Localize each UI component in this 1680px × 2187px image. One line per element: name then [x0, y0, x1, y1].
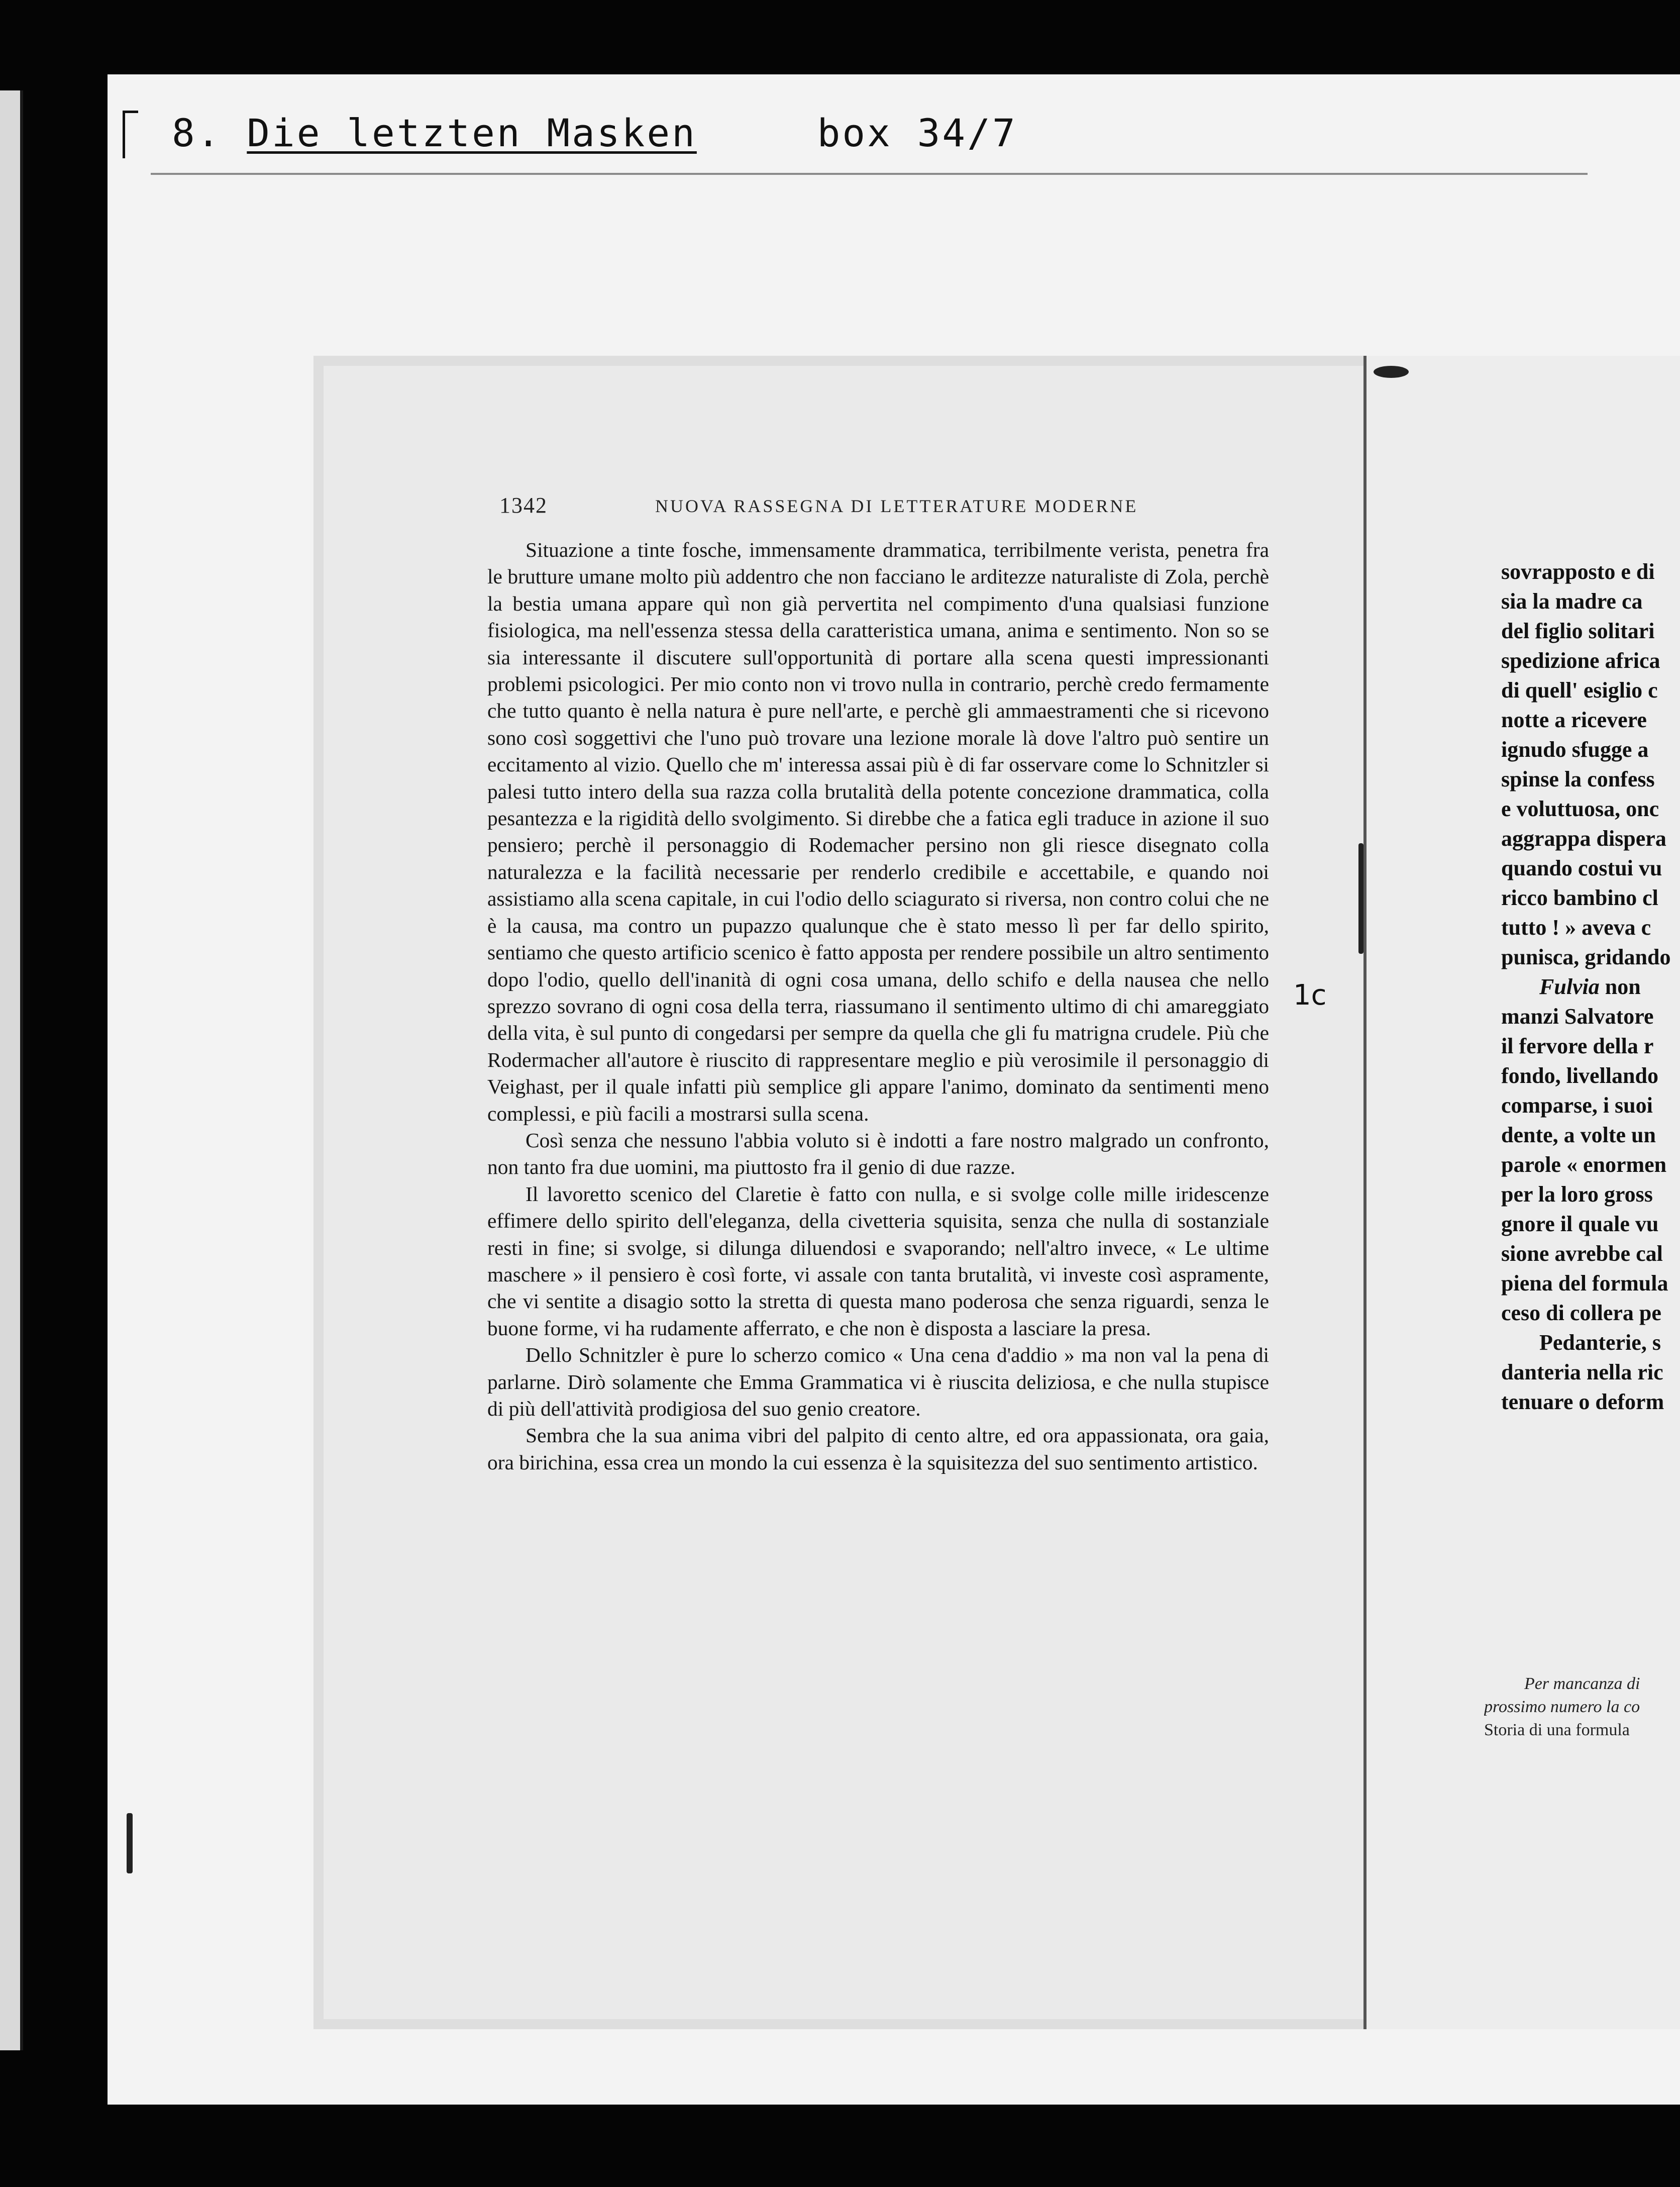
running-head — [499, 492, 1414, 518]
text-line: ceso di collera pe — [1501, 1301, 1661, 1325]
text-line: Pedanterie, s — [1539, 1330, 1661, 1355]
article-paragraph: Dello Schnitzler è pure lo scherzo comico « Una cena d'addio » ma non val la pena di parlarne. Dirò solamente che Emma Grammatica vi è riuscita deliziosa, e che nulla stupisce di più dell'attività prodigiosa del suo genio creatore. — [487, 1343, 1269, 1420]
article-paragraph: Situazione a tinte fosche, immensamente drammatica, terribilmente verista, penetra fra le brutture umane molto più addentro che non facciano le arditezze naturaliste di Zola, perchè la bestia umana appare quì non già pervertita nel compimento d'una qualsiasi funzione fisiologica, ma nell'essenza stessa della caratteristica umana, anima e sentimento. Non so se sia interessante il discutere sull'opportunità di portare alla scena questi impressionanti problemi psicologici. Per mio conto non vi trovo nulla in contrario, perchè credo fermamente che tutto quanto è nella natura è pure nell'arte, e perchè gli ammaestramenti che si ricevono sono così soggettivi che l'uno può trovare una lezione morale là dove l'altro può sentire un eccitamento al vizio. Quello che m' interessa assai più è di far osservare come lo Schnitzler si palesi tutto intero della sua razza colla brutalità della potente concezione drammatica, colla pesantezza e la rigidità dello svolgimento. Si direbbe che a fatica egli traduce in azione il suo pensiero; perchè il personaggio di Rodemacher persino non gli riesce disegnato colla naturalezza e la facilità necessarie per renderlo credibile e accettabile, e quando noi assistiamo alla scena capitale, in cui l'odio dello sciagurato si riversa, non contro colui che ne è la causa, ma contro un pupazzo qualunque che è stato messo lì per far dello spirito, sentiamo che questo artificio scenico è fatto apposta per rendere possibile un altro sentimento dopo l'odio, quello dell'inanità di ogni cosa umana, dello schifo e della nausea che nello sprezzo sovrano di ogni cosa della terra, riassumano il sentimento ultimo di chi amareggiato della vita, è sul punto di congedarsi per sempre da quella che gli fu matrigna crudele. Più che Rodermacher all'autore è riuscito di rappresentare meglio e più verosimile il personaggio di Veighast, per il quale infatti più semplice gli appare l'animo, dominato da sentimenti meno complessi, e più facili a mostrarsi sulla scena. — [487, 538, 1269, 1125]
text-line: spedizione africa — [1501, 648, 1660, 673]
text-line: tenuare o deform — [1501, 1389, 1664, 1414]
text-line: piena del formula — [1501, 1271, 1668, 1296]
adjacent-page-footnote — [1484, 1672, 1680, 1742]
text-line: dente, a volte un — [1501, 1123, 1656, 1147]
page-number: 1342 — [499, 493, 548, 518]
text-line: gnore il quale vu — [1501, 1212, 1659, 1236]
text-line: comparse, i suoi — [1501, 1093, 1653, 1118]
text-line: manzi Salvatore — [1501, 1004, 1654, 1029]
film-strip-edge — [0, 90, 23, 2050]
character-name: Fulvia — [1539, 974, 1600, 999]
text-line: e voluttuosa, onc — [1501, 797, 1659, 821]
footnote-line: Per mancanza di — [1524, 1674, 1640, 1693]
article-paragraph: Il lavoretto scenico del Claretie è fatto con nulla, e si svolge colle mille iridescenze effimere dello spirito dell'eleganza, della civetteria squisita, senza che nulla di sostanziale resti in fine; si svolge, si dilunga diluendosi e svaporando; nell'altro invece, « Le ultime maschere » il pensiero è così forte, vi assale con tanta brutalità, vi investe così aspramente, che vi sentite a disagio sotto la stretta di questa mano poderosa che senza riguardi, senza le buone forme, vi ha rudamente afferrato, e che non è disposta a lasciare la presa. — [487, 1182, 1269, 1340]
text-line: sia la madre ca — [1501, 589, 1643, 614]
text-line: punisca, gridando — [1501, 945, 1671, 969]
folder-number: 8. — [172, 111, 222, 155]
folder-header — [172, 111, 1017, 155]
scan-speck — [1358, 843, 1363, 954]
footnote-line: prossimo numero la co — [1484, 1698, 1640, 1716]
box-label: box 34/7 — [817, 111, 1017, 155]
text-line: spinse la confess — [1501, 767, 1655, 791]
text-line: quando costui vu — [1501, 856, 1662, 880]
archive-sheet — [108, 74, 1680, 2105]
corner-crop-mark — [123, 111, 138, 158]
text-line: ignudo sfugge a — [1501, 737, 1649, 762]
text-line: parole « enormen — [1501, 1152, 1667, 1177]
text-line: fondo, livellando — [1501, 1063, 1658, 1088]
text-line: aggrappa dispera — [1501, 826, 1666, 851]
footnote-line: Storia di una formula — [1484, 1721, 1630, 1739]
text-line: di quell' esiglio c — [1501, 678, 1658, 703]
article-paragraph: Sembra che la sua anima vibri del palpito di cento altre, ed ora appassionata, ora gaia, ora birichina, essa crea un mondo la cui essenza è la squisitezza del suo sentimento artistico. — [487, 1424, 1269, 1474]
adjacent-page-text — [1501, 557, 1680, 1417]
handwritten-margin-note: 1c — [1293, 979, 1327, 1012]
article-body — [487, 537, 1269, 1476]
journal-name: NUOVA RASSEGNA DI LETTERATURE MODERNE — [655, 496, 1138, 516]
header-rule — [151, 173, 1588, 175]
scan-speck — [1374, 366, 1409, 378]
folder-title: Die letzten Masken — [247, 111, 697, 155]
text-line: per la loro gross — [1501, 1182, 1653, 1207]
text-line: notte a ricevere — [1501, 708, 1647, 732]
text-line: tutto ! » aveva c — [1501, 915, 1651, 940]
text-line: del figlio solitari — [1501, 619, 1655, 643]
text-line: danteria nella ric — [1501, 1360, 1663, 1384]
text-line: ricco bambino cl — [1501, 885, 1658, 910]
article-paragraph: Così senza che nessuno l'abbia voluto si è indotti a fare nostro malgrado un confronto, non tanto fra due uomini, ma piuttosto fra il genio di due razze. — [487, 1128, 1269, 1179]
text-line: sovrapposto e di — [1501, 559, 1655, 584]
scan-speck — [127, 1813, 133, 1873]
text-line: Fulvia non — [1539, 974, 1641, 999]
text-line: il fervore della r — [1501, 1034, 1654, 1058]
text-line: sione avrebbe cal — [1501, 1241, 1663, 1266]
